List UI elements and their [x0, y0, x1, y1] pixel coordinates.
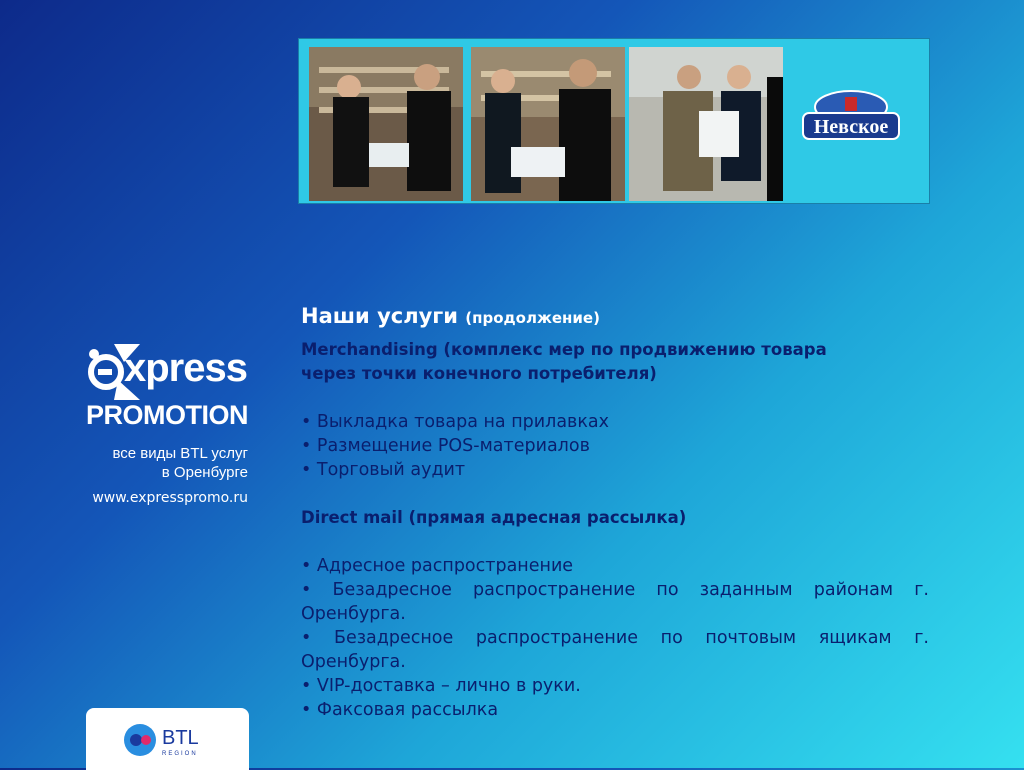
btl-region-badge [86, 708, 249, 770]
nevskoe-logo-text: Невское [813, 116, 889, 138]
list-item: • Факсовая рассылка [301, 700, 499, 720]
nevskoe-logo [799, 87, 903, 147]
logo-promotion: PROMOTION [86, 400, 248, 430]
list-item: • Безадресное распространение по заданным районам г. Оренбурга. [301, 580, 929, 624]
list-item: • Торговый аудит [301, 460, 466, 480]
list-item: • Размещение POS-материалов [301, 436, 590, 456]
tagline-line-1: все виды BTL услуг [112, 445, 248, 462]
list-item: • Адресное распространение [301, 556, 574, 576]
title-note: (продолжение) [465, 309, 600, 327]
list-item: • VIP-доставка – лично в руки. [301, 676, 581, 696]
tagline-line-2: в Оренбурге [161, 464, 248, 481]
promo-photo-2 [471, 47, 625, 201]
promo-photo-3 [629, 47, 783, 201]
photo-strip [298, 38, 930, 204]
btl-region-logo [122, 720, 222, 760]
page-title [301, 302, 929, 332]
section-merchandising-title: Merchandising (комплекс мер по продвижению товара через точки конечного потребителя) [301, 340, 827, 383]
list-item: • Выкладка товара на прилавках [301, 412, 610, 432]
title-text: Наши услуги [301, 304, 458, 328]
tagline [112, 444, 248, 482]
services-content [301, 302, 929, 722]
btl-text: BTL [162, 727, 199, 749]
promo-photo-1 [309, 47, 463, 201]
list-item: • Безадресное распространение по почтовым ящикам г. Оренбурга. [301, 628, 929, 672]
logo-word: xpress [124, 346, 247, 390]
section-direct-mail-title: Direct mail (прямая адресная рассылка) [301, 508, 687, 527]
website-url[interactable]: www.expresspromo.ru [92, 490, 248, 506]
btl-region-text: REGION [162, 751, 198, 757]
